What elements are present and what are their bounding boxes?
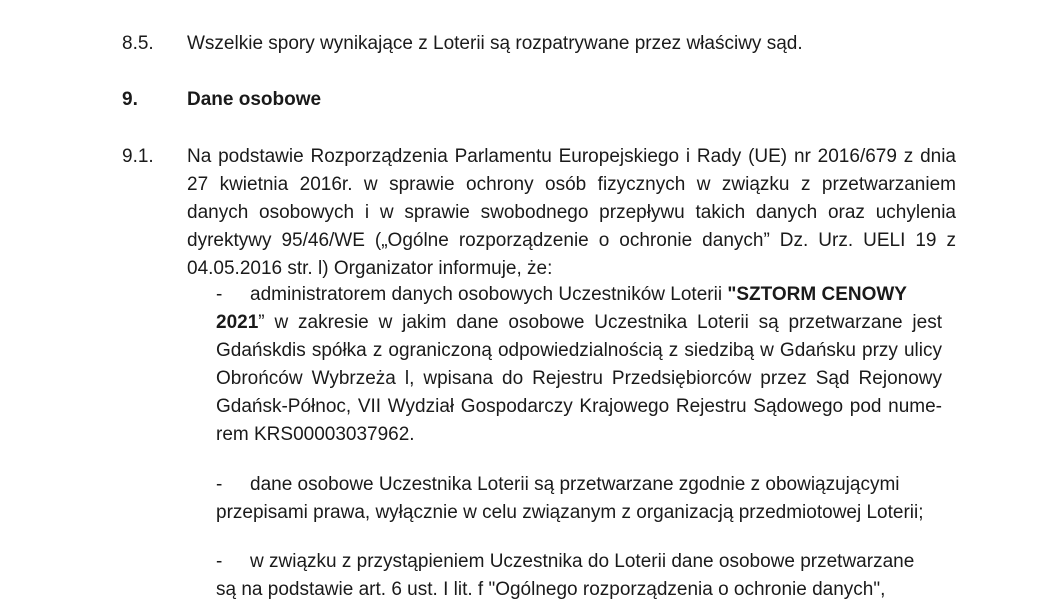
bullet-marker: - (216, 551, 223, 572)
bullet-item-legal-basis (216, 551, 942, 573)
bullet-item-processing (216, 474, 942, 496)
bullet-marker: - (216, 474, 223, 495)
section-9-1-line: dyrektywy 95/46/WE („Ogólne rozporządzenie o ochronie danych” Dz. Urz. UELI 19 z (187, 230, 956, 251)
bullet-line: Gdańskdis spółka z ograniczoną odpowiedzialnością z siedzibą w Gdańsku przy ulicy (216, 340, 942, 361)
bullet-text: dane osobowe Uczestnika Loterii są przetwarzane zgodnie z obowiązującymi (250, 474, 900, 495)
bullet-line: rem KRS00003037962. (216, 424, 415, 445)
section-9-1-line: Na podstawie Rozporządzenia Parlamentu Europejskiego i Rady (UE) nr 2016/679 z dnia (187, 146, 956, 167)
section-9-1-line: 04.05.2016 str. l) Organizator informuje, że: (187, 258, 553, 279)
lottery-name-bold: "SZTORM CENOWY (727, 284, 907, 305)
bullet-marker: - (216, 284, 223, 305)
section-9-1-line: 27 kwietnia 2016r. w sprawie ochrony osób fizycznych w związku z przetwarzaniem (187, 174, 956, 195)
bullet-line (216, 312, 942, 334)
section-8-5-text: Wszelkie spory wynikające z Loterii są rozpatrywane przez właściwy sąd. (187, 33, 803, 54)
section-9-title: Dane osobowe (187, 89, 322, 110)
bullet-item-administrator (216, 284, 942, 306)
lottery-year-bold: 2021 (216, 312, 259, 333)
bullet-line: są na podstawie art. 6 ust. I lit. f "Ogólnego rozporządzenia o ochronie danych", (216, 579, 886, 600)
bullet-line: Obrońców Wybrzeża l, wpisana do Rejestru Przedsiębiorców przez Sąd Rejonowy (216, 368, 942, 389)
section-number-9: 9. (122, 89, 138, 110)
section-9-1-line: danych osobowych i w sprawie swobodnego przepływu takich danych oraz uchylenia (187, 202, 956, 223)
bullet-text: administratorem danych osobowych Uczestników Loterii (250, 284, 728, 305)
section-number-9-1: 9.1. (122, 146, 154, 167)
bullet-text: ” w zakresie w jakim dane osobowe Uczestnika Loterii są przetwarzane jest (258, 312, 942, 333)
bullet-text: w związku z przystąpieniem Uczestnika do Loterii dane osobowe przetwarzane (250, 551, 915, 572)
section-number-8-5: 8.5. (122, 33, 154, 54)
bullet-line: Gdańsk-Północ, VII Wydział Gospodarczy Krajowego Rejestru Sądowego pod nume- (216, 396, 942, 417)
bullet-line: przepisami prawa, wyłącznie w celu związanym z organizacją przedmiotowej Loterii; (216, 502, 924, 523)
